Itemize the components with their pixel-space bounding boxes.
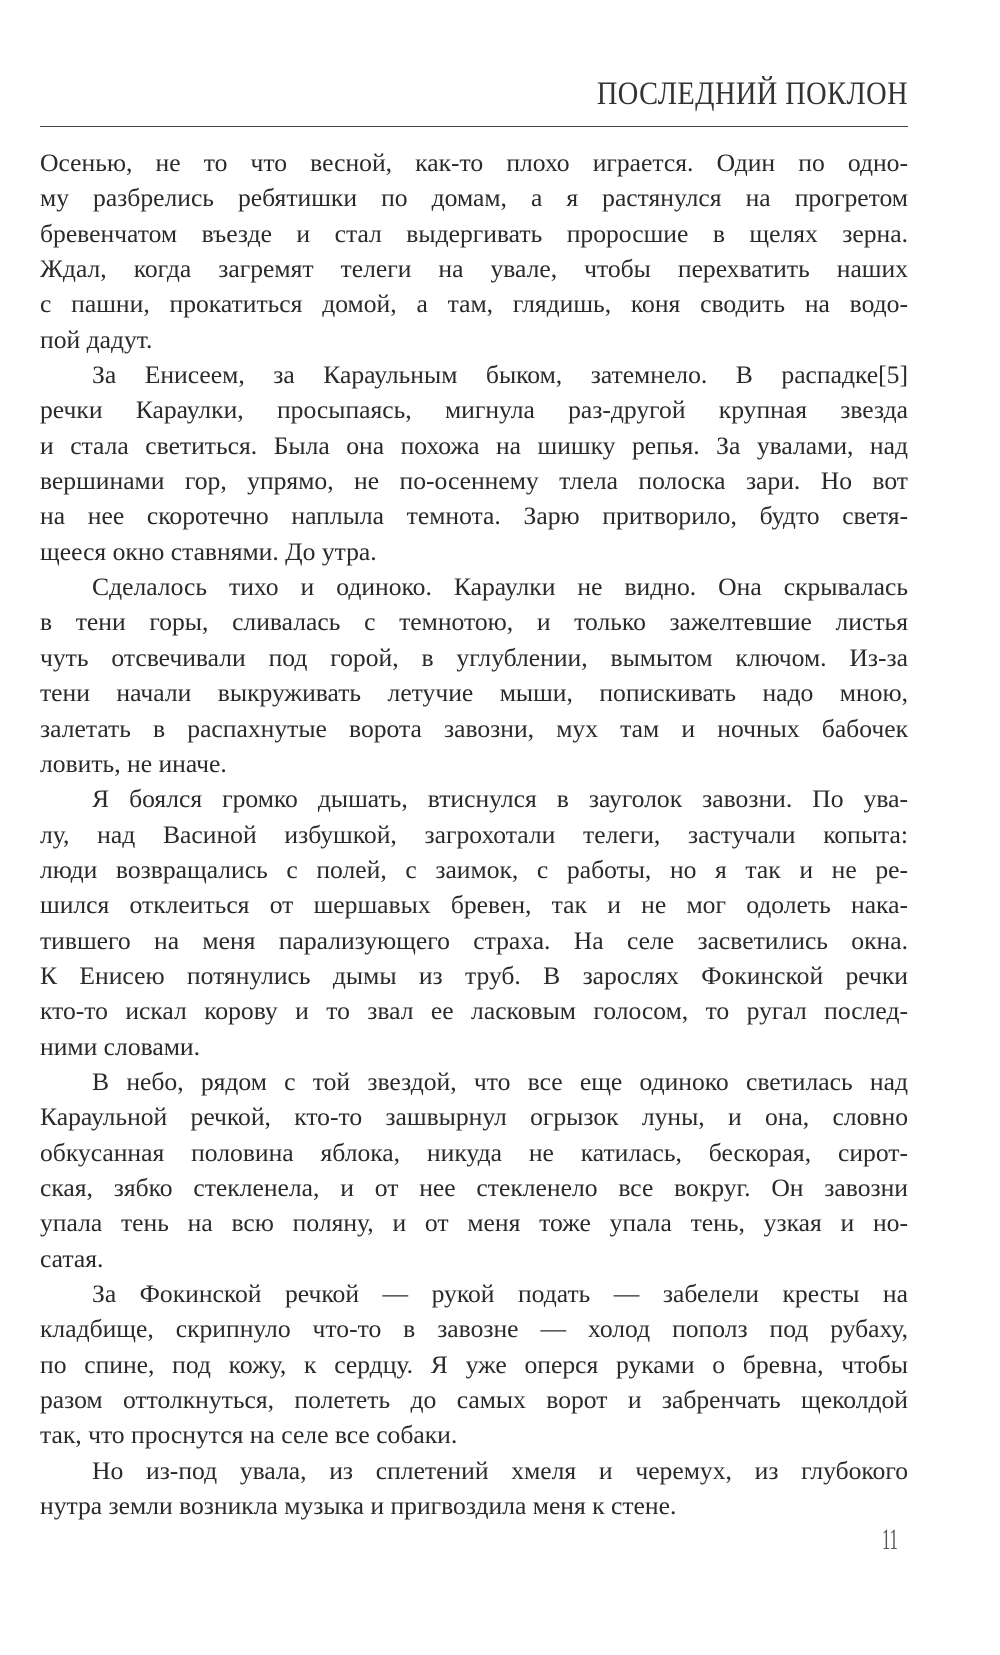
text-line: кладбище, скрипнуло что-то в завозне — холод пополз под рубаху, [40, 1314, 908, 1344]
text-line: Ждал, когда загремят телеги на увале, чтобы перехватить наших [40, 254, 908, 284]
text-line: К Енисею потянулись дымы из труб. В зарослях Фокинской речки [40, 960, 908, 990]
header-rule [40, 126, 908, 127]
text-line: Но из-под увала, из сплетений хмеля и черемух, из глубокого [92, 1455, 908, 1485]
paragraph [40, 1064, 908, 1276]
text-line: тени начали выкруживать летучие мыши, попискивать надо мною, [40, 678, 908, 708]
text-line: щееся окно ставнями. До утра. [40, 536, 377, 566]
text-line: разом оттолкнуться, полететь до самых ворот и забренчать щеколдой [40, 1385, 908, 1415]
text-line: нутра земли возникла музыка и пригвоздила меня к стене. [40, 1491, 677, 1521]
paragraph [40, 145, 908, 357]
text-line: кто-то искал корову и то звал ее ласковым голосом, то ругал послед- [40, 996, 908, 1026]
running-head: ПОСЛЕДНИЙ ПОКЛОН [596, 76, 908, 112]
text-line: люди возвращались с полей, с заимок, с работы, но я так и не ре- [40, 854, 908, 884]
text-line: Осенью, не то что весной, как-то плохо играется. Один по одно- [40, 148, 908, 177]
text-line: лу, над Васиной избушкой, загрохотали телеги, застучали копыта: [40, 819, 908, 849]
paragraph [40, 1276, 908, 1453]
text-line: речки Караулки, просыпаясь, мигнула раз-другой крупная звезда [40, 395, 908, 425]
text-line: Караульной речкой, кто-то зашвырнул огрызок луны, и она, словно [40, 1102, 908, 1132]
text-line: ская, зябко стекленела, и от нее стекленело все вокруг. Он завозни [40, 1172, 908, 1202]
text-line: тившего на меня парализующего страха. На селе засветились окна. [40, 925, 908, 955]
text-line: вершинами гор, упрямо, не по-осеннему тлела полоска зари. Но вот [40, 466, 908, 496]
text-line: пой дадут. [40, 324, 153, 354]
text-line: упала тень на всю поляну, и от меня тоже упала тень, узкая и но- [40, 1208, 908, 1238]
paragraph [40, 1453, 908, 1524]
text-line: му разбрелись ребятишки по домам, а я растянулся на прогретом [40, 183, 908, 213]
text-body [40, 145, 908, 1523]
text-line: так, что проснутся на селе все собаки. [40, 1420, 458, 1450]
text-line: Сделалось тихо и одиноко. Караулки не видно. Она скрывалась [92, 572, 908, 602]
paragraph [40, 569, 908, 781]
text-line: обкусанная половина яблока, никуда не катилась, бескорая, сирот- [40, 1137, 908, 1167]
text-line: по спине, под кожу, к сердцу. Я уже оперся руками о бревна, чтобы [40, 1349, 908, 1379]
text-line: шился отклеиться от шершавых бревен, так и не мог одолеть нака- [40, 890, 908, 920]
text-line: залетать в распахнутые ворота завозни, мух там и ночных бабочек [40, 713, 908, 743]
page-number: 11 [882, 1523, 898, 1556]
text-line: ними словами. [40, 1031, 201, 1061]
text-line: Я боялся громко дышать, втиснулся в зауголок завозни. По ува- [92, 784, 908, 814]
text-line: За Фокинской речкой — рукой подать — забелели кресты на [92, 1279, 908, 1308]
text-line: сатая. [40, 1243, 104, 1273]
text-line: с пашни, прокатиться домой, а там, глядишь, коня сводить на водо- [40, 289, 908, 319]
text-line: За Енисеем, за Караульным быком, затемнело. В распадке[5] [92, 360, 908, 390]
text-line: бревенчатом въезде и стал выдергивать проросшие в щелях зерна. [40, 218, 908, 248]
text-line: в тени горы, сливалась с темнотою, и только зажелтевшие листья [40, 607, 908, 637]
text-line: ловить, не иначе. [40, 748, 227, 778]
text-line: чуть отсвечивали под горой, в углублении, вымытом ключом. Из-за [40, 642, 908, 672]
text-line: и стала светиться. Была она похожа на шишку репья. За увалами, над [40, 430, 908, 460]
text-line: В небо, рядом с той звездой, что все еще одиноко светилась над [92, 1066, 908, 1096]
text-line: на нее скоротечно наплыла темнота. Зарю притворило, будто светя- [40, 501, 908, 531]
paragraph [40, 781, 908, 1064]
paragraph [40, 357, 908, 569]
